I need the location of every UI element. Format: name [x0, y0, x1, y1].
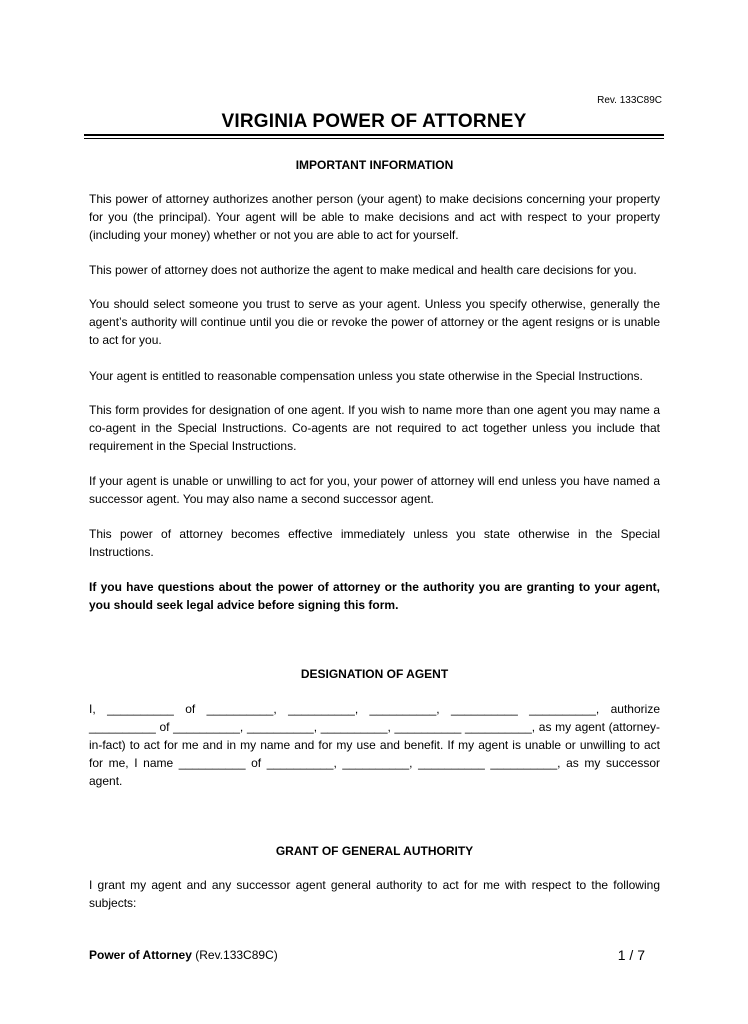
- grant-of-general-authority-heading: GRANT OF GENERAL AUTHORITY: [275, 844, 474, 858]
- legal-advice-warning: If you have questions about the power of attorney or the authority you are granting to your agent, you should seek legal advice before signing this form.: [89, 580, 660, 612]
- info-paragraph-2: This power of attorney does not authorize the agent to make medical and health care decisions for you.: [89, 263, 637, 277]
- grant-of-general-authority-text: I grant my agent and any successor agent general authority to act for me with respect to the following subjects:: [89, 878, 660, 910]
- document-title: VIRGINIA POWER OF ATTORNEY: [221, 111, 527, 132]
- designation-of-agent-heading: DESIGNATION OF AGENT: [300, 667, 449, 681]
- info-paragraph-7: This power of attorney becomes effective immediately unless you state otherwise in the Special Instructions.: [89, 527, 660, 559]
- info-paragraph-4: Your agent is entitled to reasonable compensation unless you state otherwise in the Special Instructions.: [89, 369, 643, 383]
- page-indicator: 1 / 7: [617, 947, 645, 963]
- info-paragraph-5: This form provides for designation of one agent. If you wish to name more than one agent you may name a co-agent in the Special Instructions. Co-agents are not required to act together unless you include that requirement in the Special Instructions.: [89, 403, 660, 453]
- footer-doc-revision: (Rev.133C89C): [195, 948, 278, 962]
- footer-doc-title: Power of Attorney: [89, 948, 192, 962]
- title-rule-thick: [84, 134, 664, 136]
- title-rule-thin: [84, 138, 664, 139]
- important-information-heading: IMPORTANT INFORMATION: [295, 158, 454, 172]
- footer-document-name: [89, 948, 278, 962]
- designation-of-agent-text: I, __________ of __________, __________, __________, __________ __________, authorize __________ of __________, __________, __________, __________ __________, as my agent (attorney-in-fact) to act for me and in my name and for my use and benefit. If my agent is unable or unwilling to act for me, I name __________ of __________, __________, __________ __________, as my successor agent.: [89, 702, 660, 788]
- info-paragraph-3: You should select someone you trust to serve as your agent. Unless you specify otherwise, generally the agent’s authority will continue until you die or revoke the power of attorney or the agent resigns or is unable to act for you.: [89, 297, 660, 347]
- revision-label: Rev. 133C89C: [597, 95, 662, 106]
- info-paragraph-6: If your agent is unable or unwilling to act for you, your power of attorney will end unless you have named a successor agent. You may also name a second successor agent.: [89, 474, 660, 506]
- info-paragraph-1: This power of attorney authorizes another person (your agent) to make decisions concerning your property for you (the principal). Your agent will be able to make decisions and act with respect to your property (including your money) whether or not you are able to act for yourself.: [89, 192, 660, 242]
